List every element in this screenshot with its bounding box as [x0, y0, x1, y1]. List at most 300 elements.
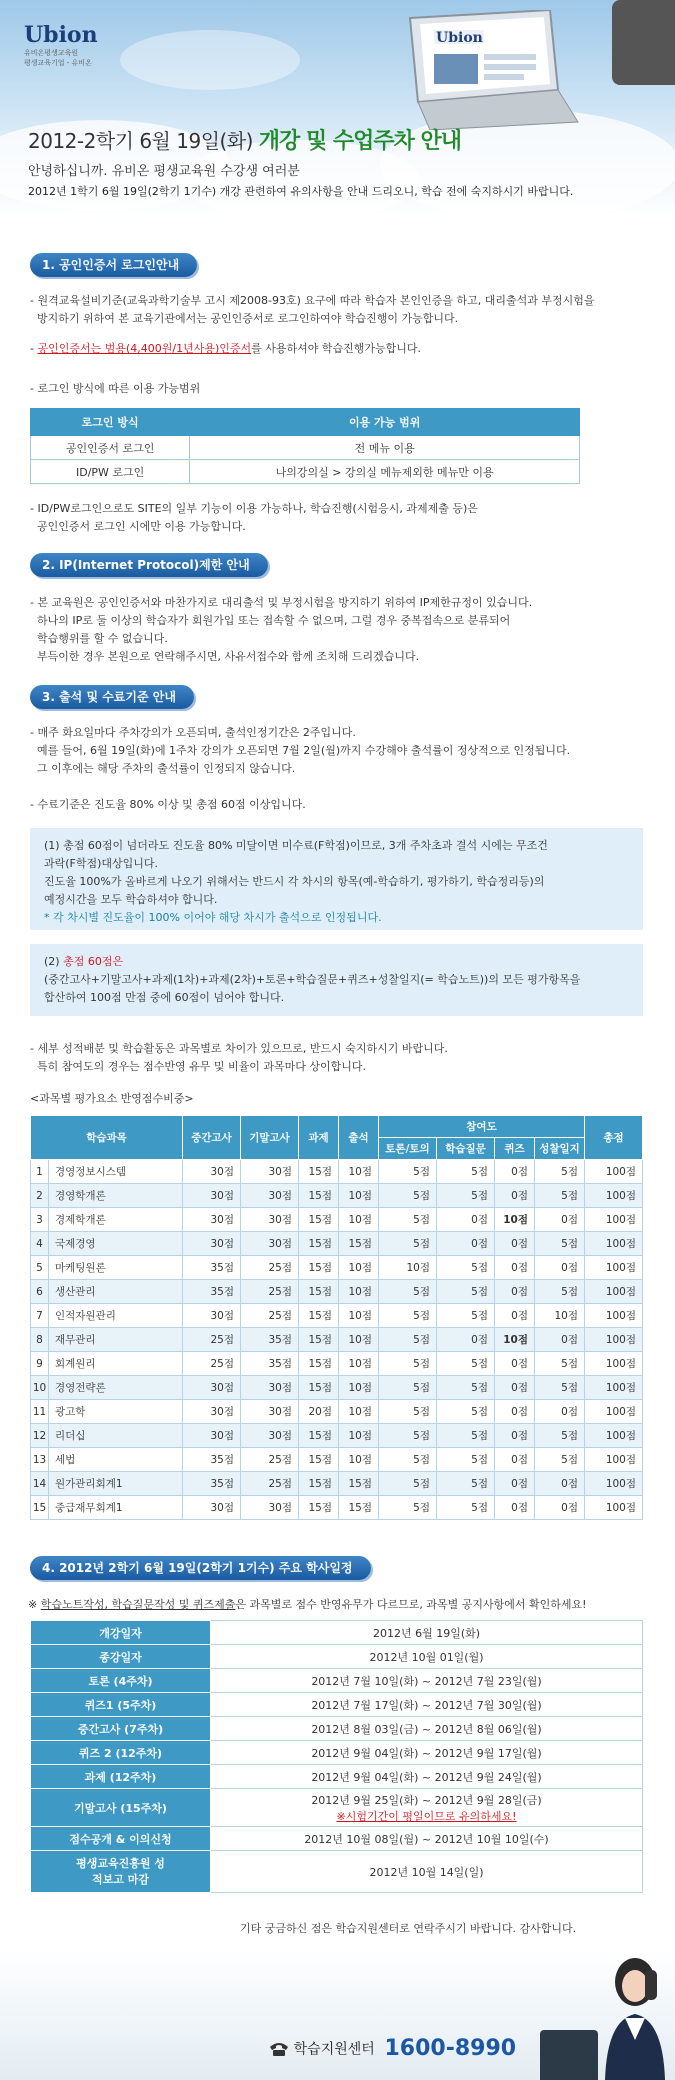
section1-p3: - 로그인 방식에 따른 이용 가능범위 [30, 382, 201, 395]
schedule-date: 2012년 10월 08일(월) ~ 2012년 10월 10일(수) [304, 1832, 549, 1846]
score-cell: 25점 [241, 1472, 299, 1496]
section2-line: 부득이한 경우 본원으로 연락해주시면, 사유서접수와 함께 조치해 드리겠습니다. [30, 650, 420, 663]
score-cell: 30점 [183, 1376, 241, 1400]
score-cell: 100점 [585, 1184, 643, 1208]
table-row [31, 1496, 643, 1520]
schedule-row [31, 1717, 643, 1741]
box2-title-red: 총점 60점은 [63, 955, 124, 968]
score-cell: 5점 [437, 1376, 495, 1400]
score-cell: 15점 [299, 1448, 339, 1472]
subject-name: 국제경영 [49, 1232, 183, 1256]
score-cell: 30점 [241, 1496, 299, 1520]
score-cell: 0점 [495, 1184, 535, 1208]
subject-name: 원가관리회계1 [49, 1472, 183, 1496]
score-cell: 10점 [495, 1208, 535, 1232]
score-cell: 30점 [183, 1400, 241, 1424]
score-cell: 0점 [437, 1232, 495, 1256]
subject-name: 생산관리 [49, 1280, 183, 1304]
schedule-label: 점수공개 & 이의신청 [31, 1827, 211, 1851]
score-cell: 10점 [339, 1256, 379, 1280]
score-cell: 5점 [437, 1352, 495, 1376]
th-question: 학습질문 [437, 1138, 495, 1160]
section1-p2 [30, 340, 650, 358]
section2-line: - 본 교육원은 공인인증서와 마찬가지로 대리출석 및 부정시험을 방지하기 위하여 IP제한규정이 있습니다. [30, 596, 533, 609]
row-number: 5 [31, 1256, 49, 1280]
score-cell: 100점 [585, 1280, 643, 1304]
row-number: 8 [31, 1328, 49, 1352]
intro [28, 162, 648, 202]
schedule-row [31, 1693, 643, 1717]
score-cell: 30점 [241, 1208, 299, 1232]
score-cell: 25점 [241, 1256, 299, 1280]
score-cell: 30점 [241, 1184, 299, 1208]
schedule-row [31, 1741, 643, 1765]
score-cell: 0점 [495, 1448, 535, 1472]
login-th-method: 로그인 방식 [31, 409, 190, 436]
score-cell: 25점 [241, 1304, 299, 1328]
score-cell: 10점 [339, 1280, 379, 1304]
score-cell: 5점 [437, 1304, 495, 1328]
score-cell: 30점 [183, 1184, 241, 1208]
schedule-value [211, 1717, 643, 1741]
score-cell: 10점 [495, 1328, 535, 1352]
score-cell: 15점 [299, 1232, 339, 1256]
schedule-value [211, 1741, 643, 1765]
schedule-value [211, 1765, 643, 1789]
schedule-value [211, 1693, 643, 1717]
subject-name: 경제학개론 [49, 1208, 183, 1232]
subject-name: 인적자원관리 [49, 1304, 183, 1328]
score-cell: 25점 [241, 1448, 299, 1472]
closing-message: 기타 궁금하신 점은 학습지원센터로 연락주시기 바랍니다. 감사합니다. [240, 1922, 577, 1935]
support-phone: 1600-8990 [384, 2036, 517, 2061]
table-row [31, 1184, 643, 1208]
score-cell: 35점 [183, 1448, 241, 1472]
subject-name: 중급재무회계1 [49, 1496, 183, 1520]
subject-name: 세법 [49, 1448, 183, 1472]
score-cell: 0점 [495, 1472, 535, 1496]
score-cell: 0점 [535, 1400, 585, 1424]
schedule-row [31, 1669, 643, 1693]
score-cell: 5점 [535, 1232, 585, 1256]
schedule-label: 과제 (12주차) [31, 1765, 211, 1789]
score-cell: 30점 [241, 1232, 299, 1256]
schedule-row [31, 1621, 643, 1645]
score-cell: 5점 [535, 1424, 585, 1448]
logo-sub1: 유비온평생교육원 [24, 49, 79, 57]
subject-name: 회계원리 [49, 1352, 183, 1376]
score-cell: 5점 [437, 1280, 495, 1304]
score-cell: 5점 [379, 1472, 437, 1496]
score-cell: 30점 [183, 1160, 241, 1184]
section1-p1 [30, 292, 650, 328]
note-box-2 [30, 944, 643, 1016]
login-cell: 공인인증서 로그인 [31, 436, 190, 460]
section2-heading: 2. IP(Internet Protocol)제한 안내 [30, 553, 268, 577]
score-cell: 100점 [585, 1304, 643, 1328]
attendance-line: - 매주 화요일마다 주차강의가 오픈되며, 출석인정기간은 2주입니다. [30, 726, 356, 739]
schedule-value [211, 1669, 643, 1693]
schedule-table [30, 1620, 643, 1893]
section3-notes [30, 1040, 650, 1076]
th-final: 기말고사 [241, 1116, 299, 1160]
phone-illustration [612, 0, 675, 85]
score-cell: 0점 [495, 1496, 535, 1520]
score-cell: 5점 [437, 1424, 495, 1448]
score-cell: 5점 [437, 1160, 495, 1184]
score-table [30, 1115, 643, 1520]
th-discussion: 토론/토의 [379, 1138, 437, 1160]
login-table [30, 408, 580, 484]
title-main: 개강 및 수업주차 안내 [258, 129, 462, 154]
score-cell: 0점 [535, 1496, 585, 1520]
score-cell: 10점 [339, 1448, 379, 1472]
score-cell: 100점 [585, 1376, 643, 1400]
agent-illustration [595, 1950, 675, 2080]
score-cell: 10점 [379, 1256, 437, 1280]
score-cell: 0점 [535, 1208, 585, 1232]
table-row [31, 1232, 643, 1256]
ubion-logo [24, 22, 98, 68]
score-cell: 100점 [585, 1400, 643, 1424]
score-cell: 30점 [183, 1208, 241, 1232]
table-row [31, 1208, 643, 1232]
score-cell: 5점 [379, 1376, 437, 1400]
schedule-value [211, 1645, 643, 1669]
score-cell: 100점 [585, 1352, 643, 1376]
laptop-logo: Ubion [436, 30, 483, 46]
row-number: 10 [31, 1376, 49, 1400]
login-cell: ID/PW 로그인 [31, 460, 190, 484]
schedule-label: 개강일자 [31, 1621, 211, 1645]
notes-line: 특히 참여도의 경우는 점수반영 유무 및 비율이 과목마다 상이합니다. [30, 1060, 366, 1073]
score-cell: 5점 [535, 1184, 585, 1208]
table-row [31, 1400, 643, 1424]
notice-mark: ※ [28, 1598, 41, 1611]
monitor-illustration [540, 2030, 598, 2080]
table-row [31, 1328, 643, 1352]
score-cell: 100점 [585, 1328, 643, 1352]
cert-requirement: 공인인증서는 범용(4,400원/1년사용)인증서 [37, 342, 252, 355]
score-cell: 0점 [535, 1256, 585, 1280]
score-cell: 25점 [183, 1328, 241, 1352]
score-cell: 15점 [339, 1472, 379, 1496]
score-cell: 5점 [379, 1184, 437, 1208]
section3-heading: 3. 출석 및 수료기준 안내 [30, 685, 194, 709]
score-cell: 0점 [495, 1304, 535, 1328]
table-row [31, 1280, 643, 1304]
score-cell: 0점 [495, 1160, 535, 1184]
notice-underlined: 학습노트작성, 학습질문작성 및 퀴즈제출 [40, 1598, 236, 1611]
schedule-table-body [31, 1621, 643, 1893]
section4-heading: 4. 2012년 2학기 6월 19일(2학기 1기수) 주요 학사일정 [30, 1556, 371, 1580]
schedule-date: 2012년 10월 01일(월) [369, 1650, 484, 1664]
exam-warning: ※시험기간이 평일이므로 유의하세요! [336, 1809, 517, 1823]
score-cell: 10점 [339, 1400, 379, 1424]
row-number: 6 [31, 1280, 49, 1304]
score-cell: 15점 [299, 1424, 339, 1448]
subject-name: 광고학 [49, 1400, 183, 1424]
th-total: 총점 [585, 1116, 643, 1160]
score-cell: 15점 [299, 1184, 339, 1208]
score-cell: 15점 [299, 1280, 339, 1304]
schedule-label: 평생교육진흥원 성적보고 마감 [31, 1851, 211, 1893]
row-number: 15 [31, 1496, 49, 1520]
section2-line: 하나의 IP로 둘 이상의 학습자가 회원가입 또는 접속할 수 없으며, 그럴 경우 중복접속으로 분류되어 [30, 614, 511, 627]
score-cell: 15점 [299, 1472, 339, 1496]
attendance-line: 그 이후에는 해당 주차의 출석률이 인정되지 않습니다. [30, 762, 296, 775]
schedule-value [211, 1621, 643, 1645]
intro-message: 2012년 1학기 6월 19일(2학기 1기수) 개강 관련하여 유의사항을 안내 드리오니, 학습 전에 숙지하시기 바랍니다. [28, 185, 574, 198]
box1-line: 과락(F학점)대상입니다. [44, 857, 159, 870]
score-cell: 30점 [183, 1496, 241, 1520]
score-cell: 15점 [299, 1256, 339, 1280]
score-cell: 5점 [437, 1496, 495, 1520]
schedule-date: 2012년 9월 04일(화) ~ 2012년 9월 24일(월) [311, 1770, 542, 1784]
score-cell: 0점 [535, 1328, 585, 1352]
score-cell: 10점 [339, 1304, 379, 1328]
notes-line: - 세부 성적배분 및 학습활동은 과목별로 차이가 있으므로, 반드시 숙지하시기 바랍니다. [30, 1042, 448, 1055]
score-cell: 35점 [183, 1256, 241, 1280]
completion-criteria: - 수료기준은 진도율 80% 이상 및 총점 60점 이상입니다. [30, 798, 306, 811]
th-journal: 성찰일지 [535, 1138, 585, 1160]
score-cell: 100점 [585, 1424, 643, 1448]
notice-rest: 은 과목별로 점수 반영유무가 다르므로, 과목별 공지사항에서 확인하세요! [235, 1598, 587, 1611]
th-hw: 과제 [299, 1116, 339, 1160]
score-cell: 35점 [183, 1472, 241, 1496]
schedule-row [31, 1645, 643, 1669]
score-cell: 5점 [379, 1304, 437, 1328]
score-cell: 100점 [585, 1448, 643, 1472]
schedule-row [31, 1765, 643, 1789]
score-cell: 10점 [339, 1352, 379, 1376]
subject-name: 경영정보시스템 [49, 1160, 183, 1184]
login-th-range: 이용 가능 범위 [190, 409, 580, 436]
box1-note: * 각 차시별 진도율이 100% 이어야 해당 차시가 출석으로 인정됩니다. [44, 911, 382, 924]
row-number: 9 [31, 1352, 49, 1376]
score-cell: 15점 [299, 1496, 339, 1520]
row-number: 1 [31, 1160, 49, 1184]
score-cell: 0점 [495, 1424, 535, 1448]
schedule-label: 기말고사 (15주차) [31, 1789, 211, 1827]
login-cell: 전 메뉴 이용 [190, 436, 580, 460]
section1-p1b: 방지하기 위하여 본 교육기관에서는 공인인증서로 로그인하여야 학습진행이 가능합니다. [30, 312, 459, 325]
score-cell: 25점 [183, 1352, 241, 1376]
section1-p4b: 공인인증서 로그인 시에만 이용 가능합니다. [30, 520, 246, 533]
box2-title [44, 953, 629, 971]
table-row [31, 1472, 643, 1496]
score-cell: 15점 [299, 1352, 339, 1376]
schedule-date: 2012년 6월 19일(화) [372, 1626, 481, 1640]
score-cell: 5점 [379, 1400, 437, 1424]
score-cell: 100점 [585, 1232, 643, 1256]
schedule-value [211, 1827, 643, 1851]
score-cell: 5점 [437, 1448, 495, 1472]
schedule-date: 2012년 9월 04일(화) ~ 2012년 9월 17일(월) [311, 1746, 542, 1760]
score-cell: 10점 [535, 1304, 585, 1328]
score-cell: 0점 [495, 1400, 535, 1424]
score-cell: 5점 [437, 1184, 495, 1208]
box1-line: 예정시간을 모두 학습하셔야 합니다. [44, 893, 218, 906]
subject-name: 경영학개론 [49, 1184, 183, 1208]
box2-num: (2) [44, 955, 64, 968]
attendance-line: 예를 들어, 6월 19일(화)에 1주차 강의가 오픈되면 7월 2일(월)까지 수강해야 출석률이 정상적으로 인정됩니다. [30, 744, 571, 757]
schedule-date: 2012년 10월 14일(일) [369, 1865, 484, 1879]
box1-line: 진도율 100%가 올바르게 나오기 위해서는 반드시 각 차시의 항목(예-학습하기, 평가하기, 학습정리등)의 [44, 875, 545, 888]
title-date: 2012-2학기 6월 19일(화) [28, 129, 259, 153]
score-cell: 15점 [299, 1304, 339, 1328]
score-cell: 10점 [339, 1376, 379, 1400]
section1-p4a: - ID/PW로그인으로도 SITE의 일부 기능이 이용 가능하나, 학습진행(시험응시, 과제제출 등)은 [30, 502, 478, 515]
subject-name: 리더십 [49, 1424, 183, 1448]
row-number: 13 [31, 1448, 49, 1472]
section1-heading: 1. 공인인증서 로그인안내 [30, 253, 197, 277]
row-number: 12 [31, 1424, 49, 1448]
score-cell: 0점 [437, 1208, 495, 1232]
th-att: 출석 [339, 1116, 379, 1160]
section2-line: 학습행위를 할 수 없습니다. [30, 632, 168, 645]
telephone-icon [268, 2041, 290, 2057]
score-cell: 5점 [379, 1352, 437, 1376]
score-cell: 5점 [379, 1208, 437, 1232]
score-cell: 100점 [585, 1208, 643, 1232]
schedule-row [31, 1851, 643, 1893]
p2-dash: - [30, 342, 38, 355]
support-center-label: 학습지원센터 [293, 2041, 375, 2058]
score-cell: 10점 [339, 1160, 379, 1184]
schedule-date: 2012년 7월 10일(화) ~ 2012년 7월 23일(월) [311, 1674, 542, 1688]
score-table-body [31, 1160, 643, 1520]
th-quiz: 퀴즈 [495, 1138, 535, 1160]
row-number: 11 [31, 1400, 49, 1424]
section4-notice [28, 1596, 648, 1614]
score-cell: 25점 [241, 1280, 299, 1304]
row-number: 4 [31, 1232, 49, 1256]
page-title [28, 124, 461, 155]
row-number: 2 [31, 1184, 49, 1208]
table-row [31, 1304, 643, 1328]
schedule-row [31, 1827, 643, 1851]
score-cell: 15점 [299, 1376, 339, 1400]
score-cell: 20점 [299, 1400, 339, 1424]
schedule-label: 퀴즈1 (5주차) [31, 1693, 211, 1717]
score-cell: 5점 [535, 1448, 585, 1472]
score-cell: 0점 [535, 1472, 585, 1496]
score-cell: 35점 [241, 1328, 299, 1352]
table-row [31, 1160, 643, 1184]
score-cell: 5점 [379, 1424, 437, 1448]
score-cell: 30점 [183, 1304, 241, 1328]
schedule-label: 퀴즈 2 (12주차) [31, 1741, 211, 1765]
table-row [31, 1376, 643, 1400]
schedule-value [211, 1789, 643, 1827]
score-cell: 5점 [379, 1160, 437, 1184]
section1-p4 [30, 500, 650, 536]
logo-sub2: 평생교육기업 - 유비온 [24, 59, 92, 67]
laptop-illustration [400, 10, 580, 130]
schedule-date: 2012년 9월 25일(화) ~ 2012년 9월 28일(금) [311, 1793, 542, 1807]
score-cell: 30점 [241, 1376, 299, 1400]
subject-name: 경영전략론 [49, 1376, 183, 1400]
score-cell: 0점 [495, 1232, 535, 1256]
score-cell: 10점 [339, 1208, 379, 1232]
score-cell: 5점 [437, 1472, 495, 1496]
score-cell: 30점 [241, 1160, 299, 1184]
score-cell: 5점 [535, 1160, 585, 1184]
score-cell: 0점 [495, 1280, 535, 1304]
score-cell: 0점 [495, 1256, 535, 1280]
schedule-value [211, 1851, 643, 1893]
box1-line: (1) 총점 60점이 넘더라도 진도율 80% 미달이면 미수료(F학점)이므로, 3개 주차초과 결석 시에는 무조건 [44, 839, 548, 852]
score-cell: 5점 [379, 1448, 437, 1472]
score-cell: 35점 [241, 1352, 299, 1376]
score-cell: 15점 [299, 1160, 339, 1184]
support-center [268, 2036, 516, 2061]
score-cell: 15점 [299, 1328, 339, 1352]
row-number: 14 [31, 1472, 49, 1496]
logo-text: Ubion [24, 22, 98, 48]
score-cell: 5점 [437, 1400, 495, 1424]
schedule-date: 2012년 7월 17일(화) ~ 2012년 7월 30일(월) [311, 1698, 542, 1712]
score-cell: 5점 [379, 1328, 437, 1352]
section3-attendance [30, 724, 650, 778]
box2-line: 합산하여 100점 만점 중에 60점이 넘어야 합니다. [44, 991, 285, 1004]
table-row [31, 1256, 643, 1280]
score-cell: 100점 [585, 1472, 643, 1496]
schedule-label: 중간고사 (7주차) [31, 1717, 211, 1741]
score-cell: 30점 [241, 1400, 299, 1424]
score-table-caption: <과목별 평가요소 반영점수비중> [30, 1092, 194, 1105]
score-cell: 15점 [299, 1208, 339, 1232]
row-number: 7 [31, 1304, 49, 1328]
score-cell: 100점 [585, 1160, 643, 1184]
th-mid: 중간고사 [183, 1116, 241, 1160]
box2-line: (중간고사+기말고사+과제(1차)+과제(2차)+토론+학습질문+퀴즈+성찰일지(= 학습노트))의 모든 평가항목을 [44, 973, 581, 986]
score-cell: 10점 [339, 1328, 379, 1352]
score-cell: 5점 [535, 1376, 585, 1400]
section1-p1a: - 원격교육설비기준(교육과학기술부 고시 제2008-93호) 요구에 따라 학습자 본인인증을 하고, 대리출석과 부정시험을 [30, 294, 595, 307]
score-cell: 5점 [379, 1232, 437, 1256]
score-cell: 30점 [241, 1424, 299, 1448]
schedule-date: 2012년 8월 03일(금) ~ 2012년 8월 06일(월) [311, 1722, 542, 1736]
score-cell: 30점 [183, 1232, 241, 1256]
subject-name: 재무관리 [49, 1328, 183, 1352]
table-row [31, 1424, 643, 1448]
score-cell: 0점 [437, 1328, 495, 1352]
schedule-label: 토론 (4주차) [31, 1669, 211, 1693]
intro-greeting: 안녕하십니까. 유비온 평생교육원 수강생 여러분 [28, 164, 300, 179]
note-box-1 [30, 828, 643, 930]
score-cell: 5점 [437, 1256, 495, 1280]
score-cell: 0점 [495, 1352, 535, 1376]
th-participation: 참여도 [379, 1116, 585, 1138]
score-cell: 10점 [339, 1424, 379, 1448]
score-cell: 5점 [379, 1496, 437, 1520]
score-cell: 35점 [183, 1280, 241, 1304]
score-cell: 30점 [183, 1424, 241, 1448]
table-row [31, 1448, 643, 1472]
score-cell: 5점 [535, 1352, 585, 1376]
score-cell: 15점 [339, 1232, 379, 1256]
score-cell: 0점 [495, 1376, 535, 1400]
score-cell: 100점 [585, 1256, 643, 1280]
section2-body [30, 594, 650, 666]
score-cell: 15점 [339, 1496, 379, 1520]
p2-rest: 를 사용하셔야 학습진행가능합니다. [251, 342, 422, 355]
score-cell: 100점 [585, 1496, 643, 1520]
schedule-row [31, 1789, 643, 1827]
schedule-label: 종강일자 [31, 1645, 211, 1669]
